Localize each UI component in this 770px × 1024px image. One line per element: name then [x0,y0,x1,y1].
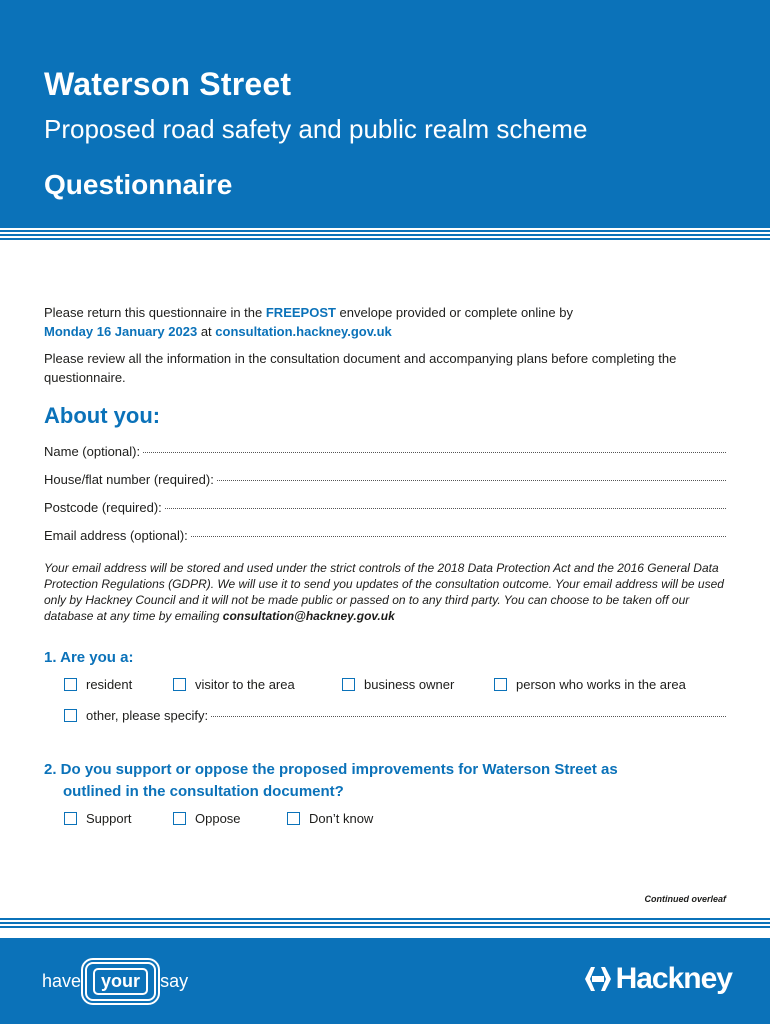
checkbox[interactable] [342,678,355,691]
footer-stripes [0,918,770,930]
postcode-input-line[interactable] [165,508,726,509]
option-resident[interactable] [64,677,132,692]
name-label: Name (optional): [44,444,141,459]
other-specify-line[interactable] [211,716,726,717]
email-input-line[interactable] [191,536,726,537]
logo-text: say [160,970,189,991]
logo-text: have [42,970,82,991]
checkbox[interactable] [494,678,507,691]
checkbox[interactable] [173,812,186,825]
option-other[interactable] [64,707,726,723]
postcode-field[interactable] [44,500,726,515]
option-label: Don’t know [309,811,374,826]
option-support[interactable] [64,811,132,826]
name-input-line[interactable] [143,452,726,453]
email-label: Email address (optional): [44,528,188,543]
checkbox[interactable] [64,678,77,691]
option-business-owner[interactable] [342,677,454,692]
freepost-label: FREEPOST [265,305,336,320]
postcode-label: Postcode (required): [44,500,162,515]
checkbox[interactable] [173,678,186,691]
question-2-line: 2. Do you support or oppose the proposed improvements for Waterson Street as [44,761,618,778]
logo-text: your [93,968,148,995]
question-2-line: outlined in the consultation document? [63,783,344,800]
have-your-say-logo [42,958,188,1004]
option-label: other, please specify: [86,708,209,723]
page-subtitle: Proposed road safety and public realm scheme [44,114,588,144]
return-instructions [44,303,734,341]
deadline: Monday 16 January 2023 [44,324,198,339]
about-you-heading: About you: [44,403,161,428]
option-label: business owner [364,677,455,692]
intro-text-part: envelope provided or complete online by [335,305,573,320]
option-label: Oppose [195,811,241,826]
hackney-logo [584,962,732,996]
hackney-h-icon [584,966,612,992]
speech-bubble-icon [85,962,156,1001]
option-label: Support [86,811,132,826]
review-note: Please review all the information in the consultation document and accompanying plans before completing the questionnaire. [44,351,677,385]
intro-text-part: Please return this questionnaire in the [44,305,266,320]
option-oppose[interactable] [173,811,241,826]
option-visitor[interactable] [173,677,295,692]
house-number-label: House/flat number (required): [44,472,214,487]
intro-text [44,303,734,395]
option-label: resident [86,677,133,692]
document-type: Questionnaire [44,169,233,200]
option-worker[interactable] [494,677,686,692]
email-field[interactable] [44,528,726,543]
consultation-link[interactable]: consultation.hackney.gov.uk [215,324,392,339]
privacy-text: Your email address will be stored and used under the strict controls of the 2018 Data Protection Act and the 2016 General Data Protection Regulations (GDPR). We will use it to send you updates of the consultation outcome. Your email address will be used only by Hackney Council and it will not be made public or passed on to any third party. You can choose to be taken off our database at any time by emailing [44,561,724,623]
option-label: visitor to the area [195,677,295,692]
header-banner [0,0,770,228]
intro-text-part: at [197,324,216,339]
name-field[interactable] [44,444,726,459]
checkbox[interactable] [287,812,300,825]
house-number-field[interactable] [44,472,726,487]
brand-name: Hackney [615,962,732,995]
question-2-heading [44,759,618,803]
checkbox[interactable] [64,812,77,825]
house-number-input-line[interactable] [217,480,726,481]
option-dont-know[interactable] [287,811,373,826]
page-title: Waterson Street [44,66,292,102]
privacy-email[interactable]: consultation@hackney.gov.uk [222,609,395,623]
question-1-heading: 1. Are you a: [44,649,134,666]
checkbox[interactable] [64,709,77,722]
privacy-notice [44,560,734,624]
header-stripes [0,230,770,242]
option-label: person who works in the area [516,677,686,692]
continued-overleaf: Continued overleaf [644,894,726,904]
